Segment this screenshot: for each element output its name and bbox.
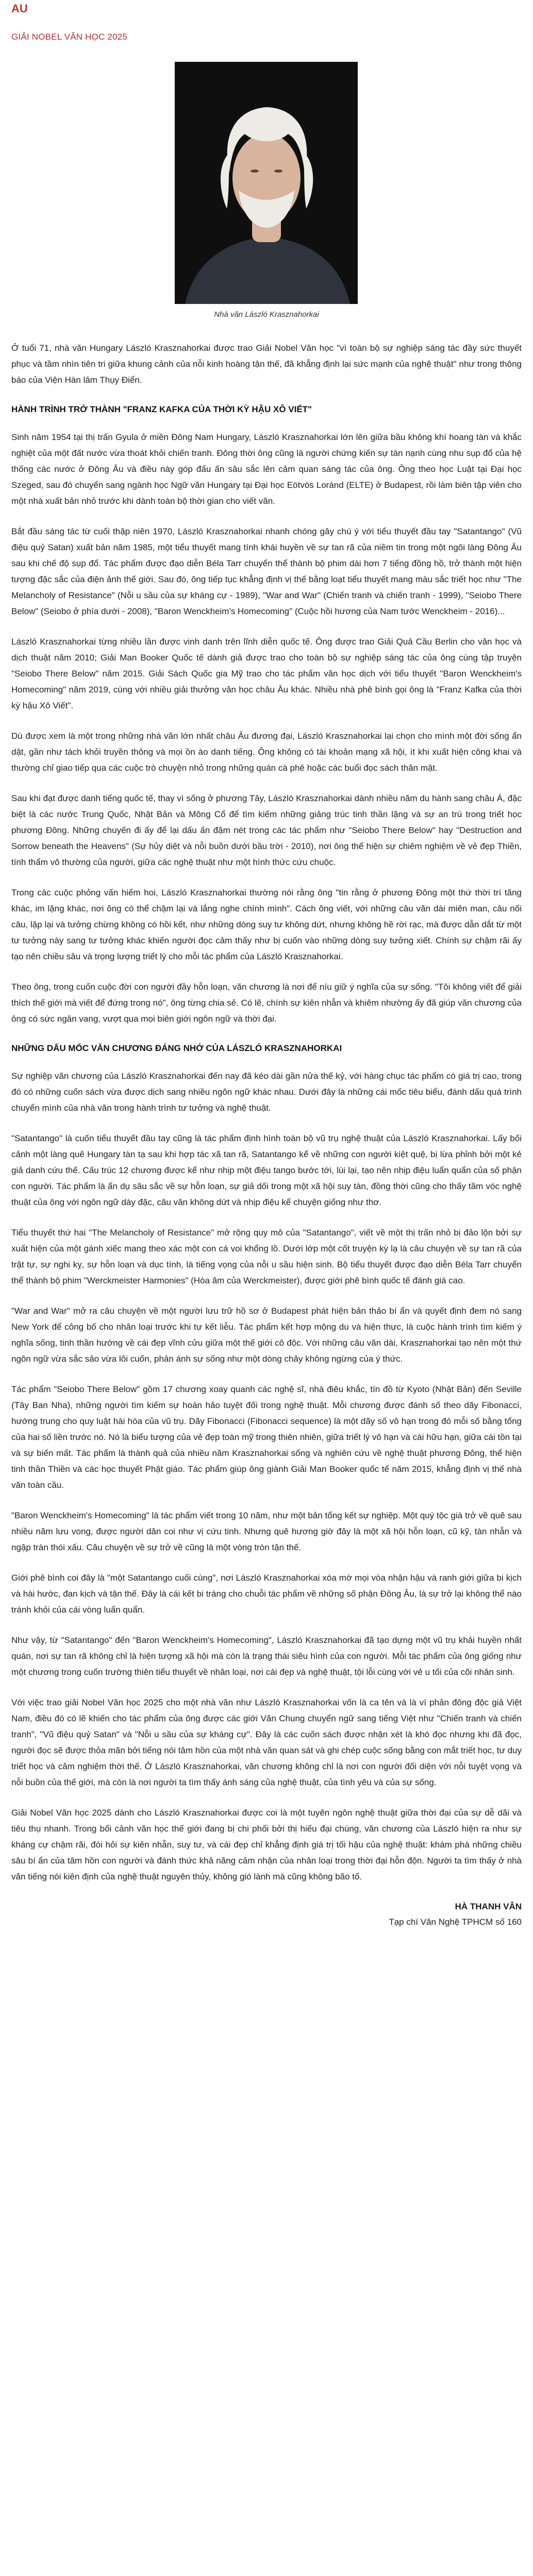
paragraph: Trong các cuộc phỏng vấn hiếm hoi, László Krasznahorkai thường nói rằng ông "tin rằng ở phương Đông một thứ thời trí tăng khác, im lặng khác, nơi ông có thể chậm lại và lắng nghe chính mình". Cách ông viết, với những câu văn dài miên man, câu nối câu, lặp lại và tưởng chừng không có hồi kết, như những dòng suy tư không dứt, nhưng không hề rời rạc, mà được dẫn dắt từ một tư tưởng này sang tư tưởng khác khiến người đọc cảm thấy như bị cuốn vào những dòng suy tưởng xiết. Chính sự chậm rãi ấy tạo nên chiều sâu và trọng lượng triết lý cho mỗi tác phẩm của László Krasznahorkai. [11,888,522,961]
paragraph: Sau khi đạt được danh tiếng quốc tế, thay vì sống ở phương Tây, László Krasznahorkai dành nhiều năm du hành sang châu Á, đặc biệt là các nước Trung Quốc, Nhật Bản và Mông Cổ để tìm kiếm những giảng trúc tinh thần lặng và sự an trú trong triết học phương Đông. Những chuyến đi ấy để lại dấu ấn đậm nét trong các tác phẩm như "Seiobo There Below" hay "Destruction and Sorrow beneath the Heavens" (Sự hủy diệt và nỗi buồn dưới bầu trời - 2010), nơi ông thể hiện sự chiêm nghiệm về vẻ đẹp Thiền, tính thẩm vô thường của người, giữa các nghệ thuật như một hình thức cứu chuộc. [11,793,522,867]
paragraph: Sự nghiệp văn chương của László Krasznahorkai đến nay đã kéo dài gần nửa thế kỷ, với hàng chục tác phẩm có giá trị cao, trong đó có những cuốn sách vừa được dịch sang nhiều ngôn ngữ khác nhau. Dưới đây là những cái mốc tiêu biểu, đánh dấu quá trình chuyển mình của nhà văn trong hành trình tư tưởng và nghệ thuật. [11,1071,522,1113]
author-photo [175,62,358,304]
paragraph: Như vậy, từ "Satantango" đến "Baron Wenckheim's Homecoming", László Krasznahorkai đã tạo dựng một vũ trụ khải huyền nhất quán, nơi sự tan rã không chỉ là hiện tượng xã hội mà còn là trạng thái siêu hình của con người. Mỗi tác phẩm của ông giống như một chương trong cuốn trường thiên tiểu thuyết về nhân loại, nơi cái đẹp và nghệ thuật, tội lỗi cùng với vẻ u tối của cõi nhân sinh. [11,1635,522,1677]
photo-eye-right [274,170,282,173]
paragraph: "Satantango" là cuốn tiểu thuyết đầu tay cũng là tác phẩm định hình toàn bộ vũ trụ nghệ thuật của László Krasznahorkai. Lấy bối cảnh một làng quê Hungary tàn tạ sau khi hợp tác xã tan rã, Satantango kể về những con người kiệt quệ, bị lừa phỉnh bởi một kẻ giả danh cứu thế. Cấu trúc 12 chương được kể như nhịp một điệu tango bước tới, lùi lại, tạo nên nhịp điệu luẩn quẩn của số phận con người. Tác phẩm là ẩn dụ sâu sắc về sự hỗn loạn, sự giả dối trong một xã hội suy tàn, đồng thời cũng cho thấy tầm vóc nghệ thuật của ông với ngôn ngữ dày đặc, câu văn không dứt và nhịp điệu kể chuyện giống như thơ. [11,1133,522,1207]
paragraph: Giới phê bình coi đây là "một Satantango cuối cùng", nơi László Krasznahorkai xóa mờ mọi vòa nhận hậu và ranh giới giữa bi kịch và hài hước, đan kịch và tận thế. Đây là cái kết bi tráng cho chuỗi tác phẩm về những số phận Đông Âu, là sự trở lại không thể nào tránh khỏi của cái vòng luẩn quẩn. [11,1573,522,1615]
paragraph: Giải Nobel Văn học 2025 dành cho László Krasznahorkai được coi là một tuyên ngôn nghệ thuật giữa thời đại của sự dễ dãi và tiêu thụ nhanh. Trong bối cảnh văn học thế giới đang bị chi phối bởi thị hiếu đại chúng, văn chương của László hiện ra như sự kháng cự chậm rãi, đòi hỏi sự kiên nhẫn, suy tư, và cái đẹp chỉ khẳng định giá trị tối hậu của nghệ thuật: khám phá những chiều sâu bí ẩn của tâm hồn con người và đánh thức khả năng cảm nhận của nhân loại trong thời đại hỗn độn. Người ta tìm thấy ở nhà văn tiếng nói kiên định của nghệ thuật nguyên thủy, không gió lành mà cũng không bão tố. [11,1808,522,1882]
photo-caption: Nhà văn László Krasznahorkai [214,310,319,319]
paragraph: Với việc trao giải Nobel Văn học 2025 cho một nhà văn như László Krasznahorkai vốn là ca tên và là vì phản đông độc giả Việt Nam, điều đó có lẽ khiến cho tác phẩm của ông được các giới Văn Chung chuyển ngữ sang tiếng Việt như "Chiến tranh và chiến tranh", "Vũ điệu quỷ Satan" và "Nỗi u sầu của sự kháng cự". Đây là các cuốn sách được nhận xét là khó đọc nhưng khi đã đọc, người đọc sẽ được thỏa mãn bởi tiếng nói tâm hồn của một nhà văn quan sát và ghi chép cuộc sống bằng con mắt triết học, tư duy triết học và cảm nghiệm thời thế. Ở László Krasznahorkai, văn chương không chỉ là nơi con người đối diện với nỗi tuyệt vọng và nỗi buồn của thế giới, mà còn là nơi người ta tìm thấy ánh sáng của nghệ thuật, của tình yêu và của sự sống. [11,1698,522,1787]
photo-eye-left [251,170,259,173]
paragraph: Bắt đầu sáng tác từ cuối thập niên 1970, László Krasznahorkai nhanh chóng gây chú ý với tiểu thuyết đầu tay "Satantango" (Vũ điệu quỷ Satan) xuất bản năm 1985, một tiểu thuyết mang tính khái huyền về sự tan rã của niềm tin trong một ngôi làng Đông Âu sau khi chế độ sụp đổ. Tác phẩm được đạo diễn Béla Tarr chuyển thể thành bộ phim dài hơn 7 tiếng đồng hồ, trở thành một hiện tượng đặc sắc của điện ảnh thế giới. Sau đó, ông tiếp tục khẳng định vị thế bằng loạt tiểu thuyết mang màu sắc triết học như "The Melancholy of Resistance" (Nỗi u sầu của sự kháng cự - 1989), "War and War" (Chiến tranh và chiến tranh - 1999), "Seiobo There Below" (Seiobo ở phía dưới - 2008), "Baron Wenckheim's Homecoming" (Cuộc hồi hương của Nam tước Wenckheim - 2016)... [11,527,522,616]
source-line: Tạp chí Văn Nghệ TPHCM số 160 [389,1917,522,1927]
signature-block [11,1899,522,1930]
paragraph: "Baron Wenckheim's Homecoming" là tác phẩm viết trong 10 năm, như một bản tổng kết sự nghiệp. Một quý tộc già trở về quê sau nhiều năm lưu vong, được người dân coi như vị cứu tinh. Nhưng quê hương giờ đây là một xã hội hỗn loạn, cũ kỹ, tàn nhẫn và ngập tràn thói xấu. Câu chuyện về sự trở về cũng là một vòng tròn tận thế. [11,1511,522,1552]
paragraph: Dù được xem là một trong những nhà văn lớn nhất châu Âu đương đại, László Krasznahorkai lại chọn cho mình một đời sống ẩn dật, gần như tách khỏi truyền thông và mọi ồn ào danh tiếng. Ông không có tài khoản mạng xã hội, ít khi xuất hiện công khai và thường chỉ giao tiếp qua các cuộc trò chuyện nhỏ trong những quán cà phê hoặc các buổi đọc sách thân mật. [11,731,522,773]
intro-paragraph: Ở tuổi 71, nhà văn Hungary László Krasznahorkai được trao Giải Nobel Văn học "vì toàn bộ sự nghiệp sáng tác đầy sức thuyết phục và tầm nhìn tiên tri giữa khung cảnh của nỗi kinh hoàng tận thế, đã khẳng định lại sức mạnh của nghệ thuật" như trong thông báo của Viện Hàn lâm Thụy Điển. [11,343,522,385]
section-heading-1: HÀNH TRÌNH TRỞ THÀNH "FRANZ KAFKA CỦA THỜI KỲ HẬU XÔ VIẾT" [11,404,312,414]
top-label: AU [11,2,28,15]
section-heading-2: NHỮNG DẤU MỐC VĂN CHƯƠNG ĐÁNG NHỚ CỦA LÁSZLÓ KRASZNAHORKAI [11,1043,342,1053]
paragraph: Theo ông, trong cuốn cuộc đời con người đầy hỗn loạn, văn chương là nơi để níu giữ ý nghĩa của sự sống. "Tôi không viết để giải thích thế giới mà viết để đứng trong nó", ông từng chia sẻ. Có lẽ, chính sự kiên nhẫn và khiêm nhường ấy đã giúp văn chương của ông có sức ngân vang, vượt qua mọi biên giới ngôn ngữ và thời đại. [11,982,522,1024]
paragraph: Sinh năm 1954 tại thị trấn Gyula ở miền Đông Nam Hungary, László Krasznahorkai lớn lên giữa bầu không khí hoang tàn và khắc nghiệt của một đất nước vừa thoát khỏi chiến tranh. Đông thời ông cũng là người chứng kiến sự tàn nạnh cùng nhu sụp đổ của hệ thống các nước ở Đông Âu và điều này góp đấu ấn sâu sắc lên cảm quan sáng tác của ông. Ông theo học Luật tại Đại học Szeged, sau đó chuyển sang ngành học Ngữ văn Hungary tại Đại học Eötvös Loránd (ELTE) ở Budapest, rồi làm biên tập viên cho một nhà xuất bản nhỏ trước khi dành toàn bộ thời gian cho viết văn. [11,432,522,506]
category-link[interactable]: GIẢI NOBEL VĂN HỌC 2025 [11,32,128,42]
paragraph: Tác phẩm "Seiobo There Below" gồm 17 chương xoay quanh các nghệ sĩ, nhà điêu khắc, tín đồ từ Kyoto (Nhật Bản) đến Seville (Tây Ban Nha), những người tìm kiếm sự hoàn hảo tuyệt đối trong nghệ thuật. Mỗi chương được đánh số theo dãy Fibonacci, hướng trung cho quy luật hài hòa của vũ trụ. Dãy Fibonacci (Fibonacci sequence) là một dãy số vô hạn trong đó mỗi số bằng tổng của hai số liền trước nó. Nó là biểu tượng của vẻ đẹp toàn mỹ trong thiên nhiên, giữa triết lý vô hạn và cái hữu hạn, giữa cái tồn tại và sự biến mất. Tác phẩm là thành quả của nhiều năm Krasznahorkai sống và nghiên cứu về nghệ thuật phương Đông, thể hiện tinh thần Thiền và các học thuyết Phật giáo. Tác phẩm giúp ông giành Giải Man Booker quốc tế năm 2015, khẳng định vị thế nhà văn toàn cầu. [11,1384,522,1490]
article-body [11,340,522,1930]
paragraph: "War and War" mở ra câu chuyện về một người lưu trữ hồ sơ ở Budapest phát hiện bản thảo bí ẩn và quyết định đem nó sang New York để công bố cho nhân loại trước khi tự kết liễu. Tác phẩm kết hợp mộng du và hiện thực, là cuộc hành trình tìm kiếm ý nghĩa sống, tinh thần hướng về cái đẹp vĩnh cửu giữa một thế giới cô độc. Với những câu văn dài, Krasznahorkai tạo nên một thứ ngôn ngữ vừa sắc sảo vừa lôi cuốn, phản ánh sự sống như một dòng chảy không ngừng của ý thức. [11,1306,522,1364]
author-name: HÀ THANH VÂN [455,1902,522,1911]
author-portrait-image [175,62,358,304]
paragraph: László Krasznahorkai từng nhiều lần được vinh danh trên lĩnh diễn quốc tế. Ông được trao Giải Quả Cầu Berlin cho văn học và dịch thuật năm 2010; Giải Man Booker Quốc tế dành giả được trao cho toàn bộ sự nghiệp sáng tác của ông cùng tập truyện "Seiobo There Below" năm 2015. Giải Sách Quốc gia Mỹ trao cho tác phẩm văn học dịch với tiểu thuyết "Baron Wenckheim's Homecoming" năm 2019, cùng với nhiều giải thưởng văn học châu Âu khác. Nhiều nhà phê bình gọi ông là "Franz Kafka của thời kỳ hậu Xô Viết". [11,637,522,710]
paragraph: Tiểu thuyết thứ hai "The Melancholy of Resistance" mở rộng quy mô của "Satantango", viết về một thị trấn nhỏ bị đảo lộn bởi sự xuất hiện của một gánh xiếc mang theo xác một con cá voi khổng lồ. Dưới lớp một cốt truyện kỳ lạ là câu chuyện về sự tan rã của trật tự, sự nghi kỵ, sự hỗn loạn và dục tính, là tiếng vọng của nỗi u sầu hiện sinh. Bộ tiểu thuyết được đạo diễn Béla Tarr chuyển thể thành bộ phim "Werckmeister Harmonies" (Hòa âm của Werckmeister), được giới phê bình quốc tế đánh giá cao. [11,1228,522,1285]
